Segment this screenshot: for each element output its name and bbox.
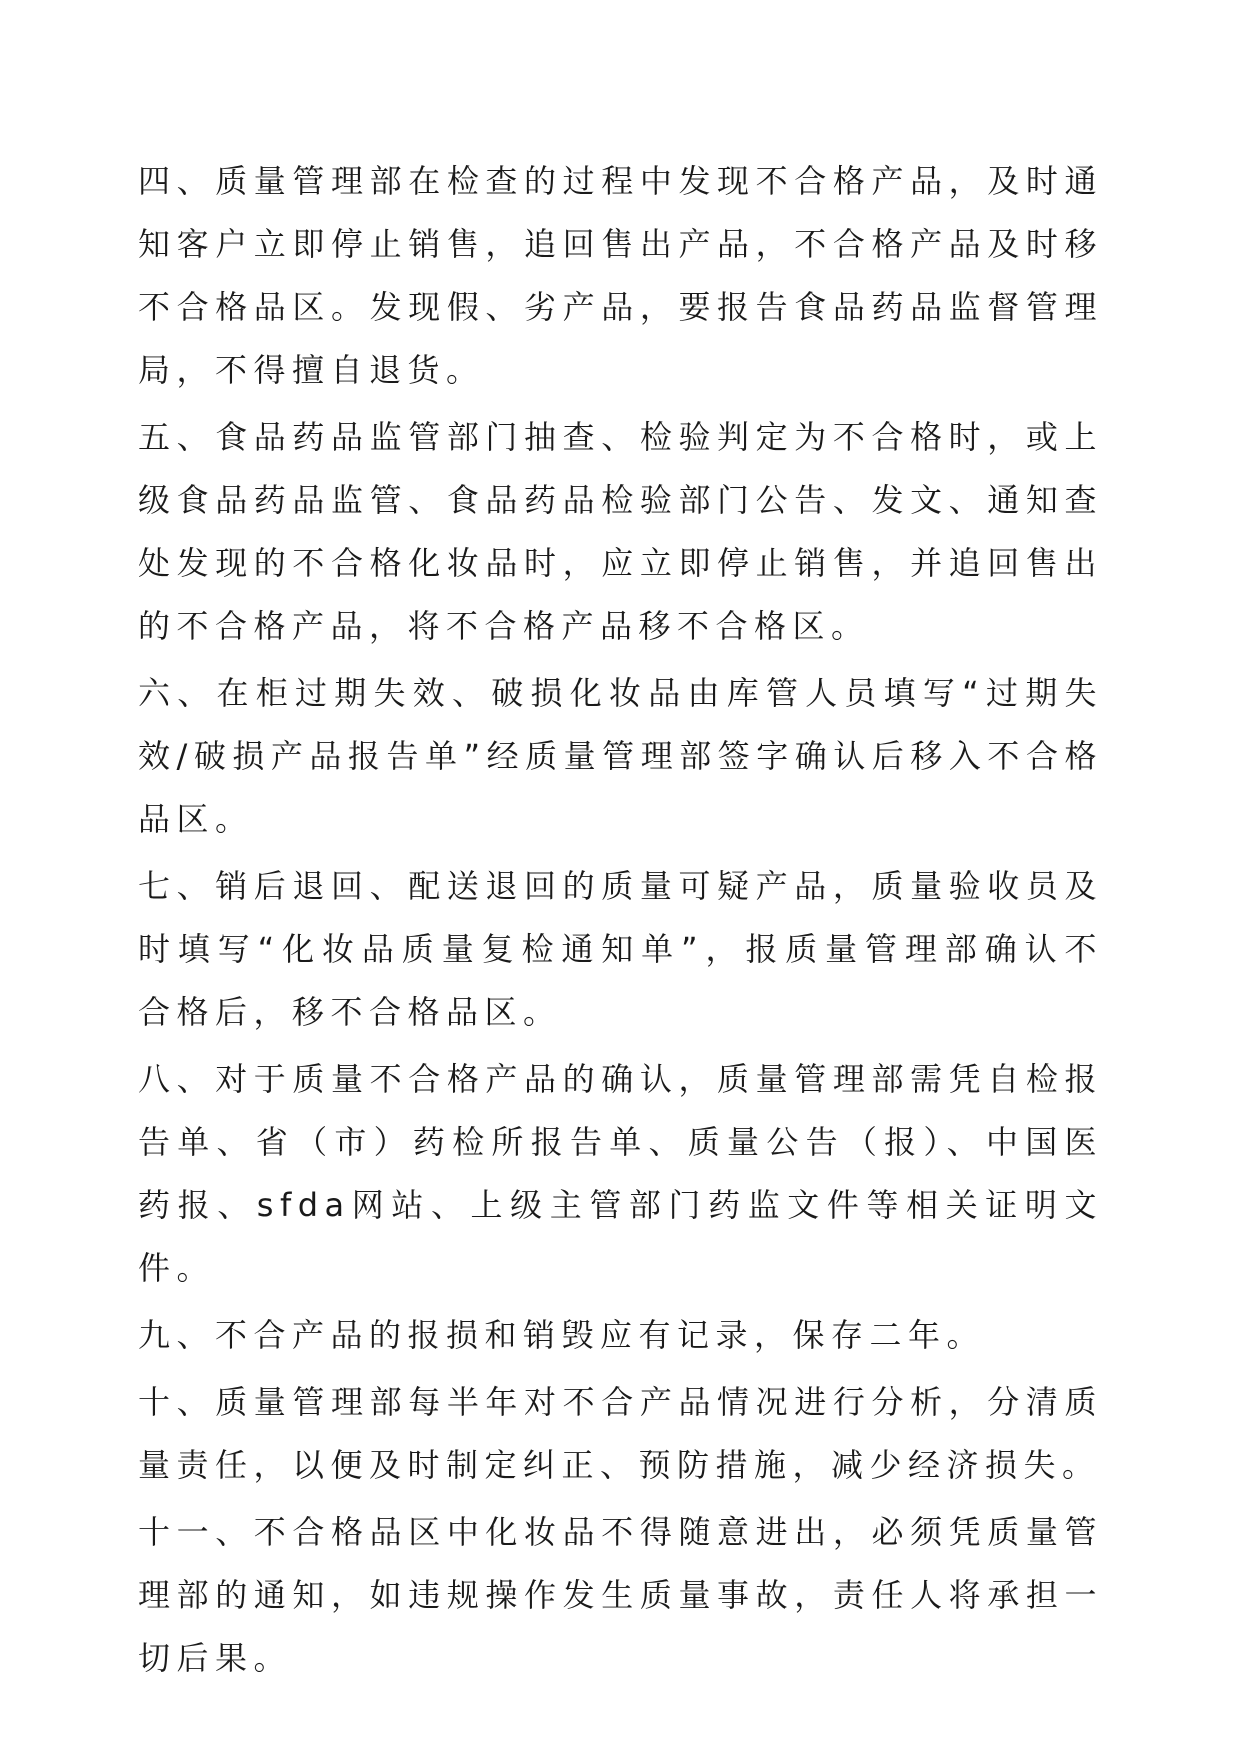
paragraph-9: 九、不合产品的报损和销毁应有记录，保存二年。 <box>138 1316 986 1354</box>
paragraph-8: 八、对于质量不合格产品的确认，质量管理部需凭自检报告单、省（市）药检所报告单、质量公告（报）、中国医药报、sfda网站、上级主管部门药监文件等相关证明文件。 <box>138 1060 1103 1287</box>
document-body <box>138 150 1103 1694</box>
paragraph-7: 七、销后退回、配送退回的质量可疑产品，质量验收员及时填写“化妆品质量复检通知单”，报质量管理部确认不合格后，移不合格品区。 <box>138 867 1103 1031</box>
paragraph-10: 十、质量管理部每半年对不合产品情况进行分析，分清质量责任，以便及时制定纠正、预防措施，减少经济损失。 <box>138 1383 1103 1484</box>
paragraph-11: 十一、不合格品区中化妆品不得随意进出，必须凭质量管理部的通知，如违规操作发生质量事故，责任人将承担一切后果。 <box>138 1513 1103 1677</box>
paragraph-6: 六、在柜过期失效、破损化妆品由库管人员填写“过期失效/破损产品报告单”经质量管理部签字确认后移入不合格品区。 <box>138 674 1103 838</box>
paragraph-4: 四、质量管理部在检查的过程中发现不合格产品，及时通知客户立即停止销售，追回售出产品，不合格产品及时移不合格品区。发现假、劣产品，要报告食品药品监督管理局，不得擅自退货。 <box>138 162 1103 389</box>
paragraph-5: 五、食品药品监管部门抽查、检验判定为不合格时，或上级食品药品监管、食品药品检验部门公告、发文、通知查处发现的不合格化妆品时，应立即停止销售，并追回售出的不合格产品，将不合格产品移不合格区。 <box>138 418 1103 645</box>
